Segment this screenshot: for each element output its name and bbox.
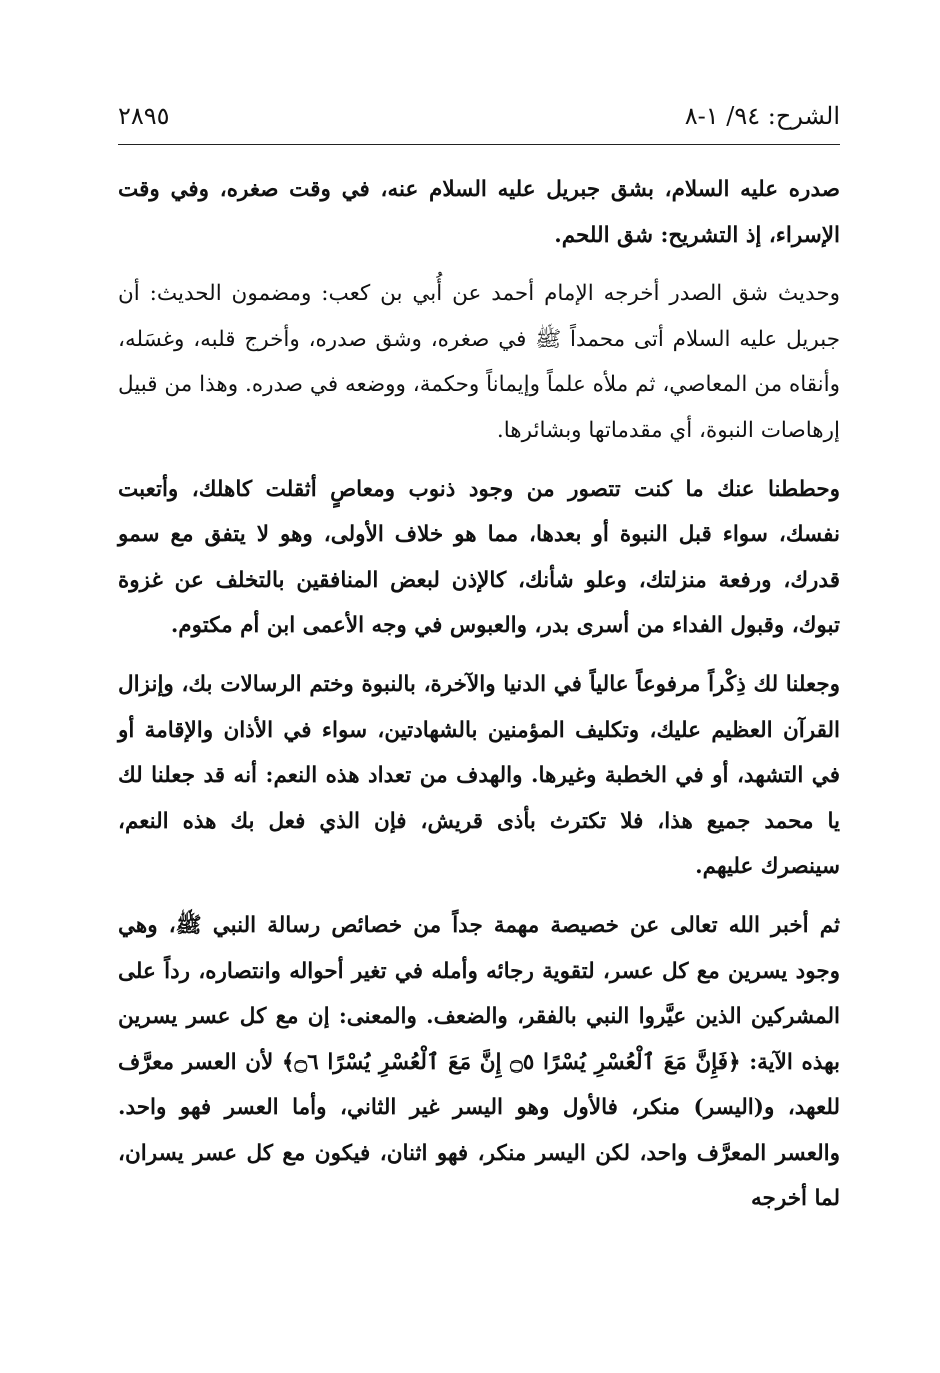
page-header — [118, 100, 840, 145]
paragraph-5: ثم أخبر الله تعالى عن خصيصة مهمة جداً من خصائص رسالة النبي ﷺ، وهي وجود يسرين مع كل عسر، لتقوية رجائه وأمله في تغير أحواله وانتصاره، رداً على المشركين الذين عيَّروا النبي بالفقر، والضعف. والمعنى: إن مع كل عسر يسرين بهذه الآية: ﴿فَإِنَّ مَعَ ٱلْعُسْرِ يُسْرًا ۝٥ إِنَّ مَعَ ٱلْعُسْرِ يُسْرًا ۝٦﴾ لأن العسر معرَّف للعهد، و(اليسر) منكر، فالأول وهو اليسر غير الثاني، وأما العسر فهو واحد. والعسر المعرَّف واحد، لكن اليسر منكر، فهو اثنان، فيكون مع كل عسر يسران، لما أخرجه — [118, 912, 840, 1212]
page-number: ٢٨٩٥ — [118, 102, 170, 130]
document-page — [118, 100, 840, 1235]
paragraph-1: صدره عليه السلام، بشق جبريل عليه السلام عنه، في وقت صغره، وفي وقت الإسراء، إذ التشريح: شق اللحم. — [118, 177, 840, 248]
page-body — [118, 167, 840, 1222]
paragraph-3: وحططنا عنك ما كنت تتصور من وجود ذنوب ومعاصٍ أثقلت كاهلك، وأتعبت نفسك، سواء قبل النبوة أو بعدها، مما هو خلاف الأولى، وهو لا يتفق مع سمو قدرك، ورفعة منزلتك، وعلو شأنك، كالإذن لبعض المنافقين بالتخلف عن غزوة تبوك، وقبول الفداء من أسرى بدر، والعبوس في وجه الأعمى ابن أم مكتوم. — [118, 476, 840, 639]
paragraph-2: وحديث شق الصدر أخرجه الإمام أحمد عن أُبي بن كعب: ومضمون الحديث: أن جبريل عليه السلام أتى محمداً ﷺ في صغره، وشق صدره، وأخرج قلبه، وغسَله، وأنقاه من المعاصي، ثم ملأه علماً وإيماناً وحكمة، ووضعه في صدره. وهذا من قبيل إرهاصات النبوة، أي مقدماتها وبشائرها. — [118, 281, 840, 443]
section-reference: الشرح: ٩٤/ ١-٨ — [684, 102, 840, 130]
paragraph-4: وجعلنا لك ذِكْراً مرفوعاً عالياً في الدنيا والآخرة، بالنبوة وختم الرسالات بك، وإنزال القرآن العظيم عليك، وتكليف المؤمنين بالشهادتين، سواء في الأذان والإقامة أو في التشهد، أو في الخطبة وغيرها. والهدف من تعداد هذه النعم: أنه قد جعلنا لك يا محمد جميع هذا، فلا تكترث بأذى قريش، فإن الذي فعل بك هذه النعم، سينصرك عليهم. — [118, 671, 840, 880]
